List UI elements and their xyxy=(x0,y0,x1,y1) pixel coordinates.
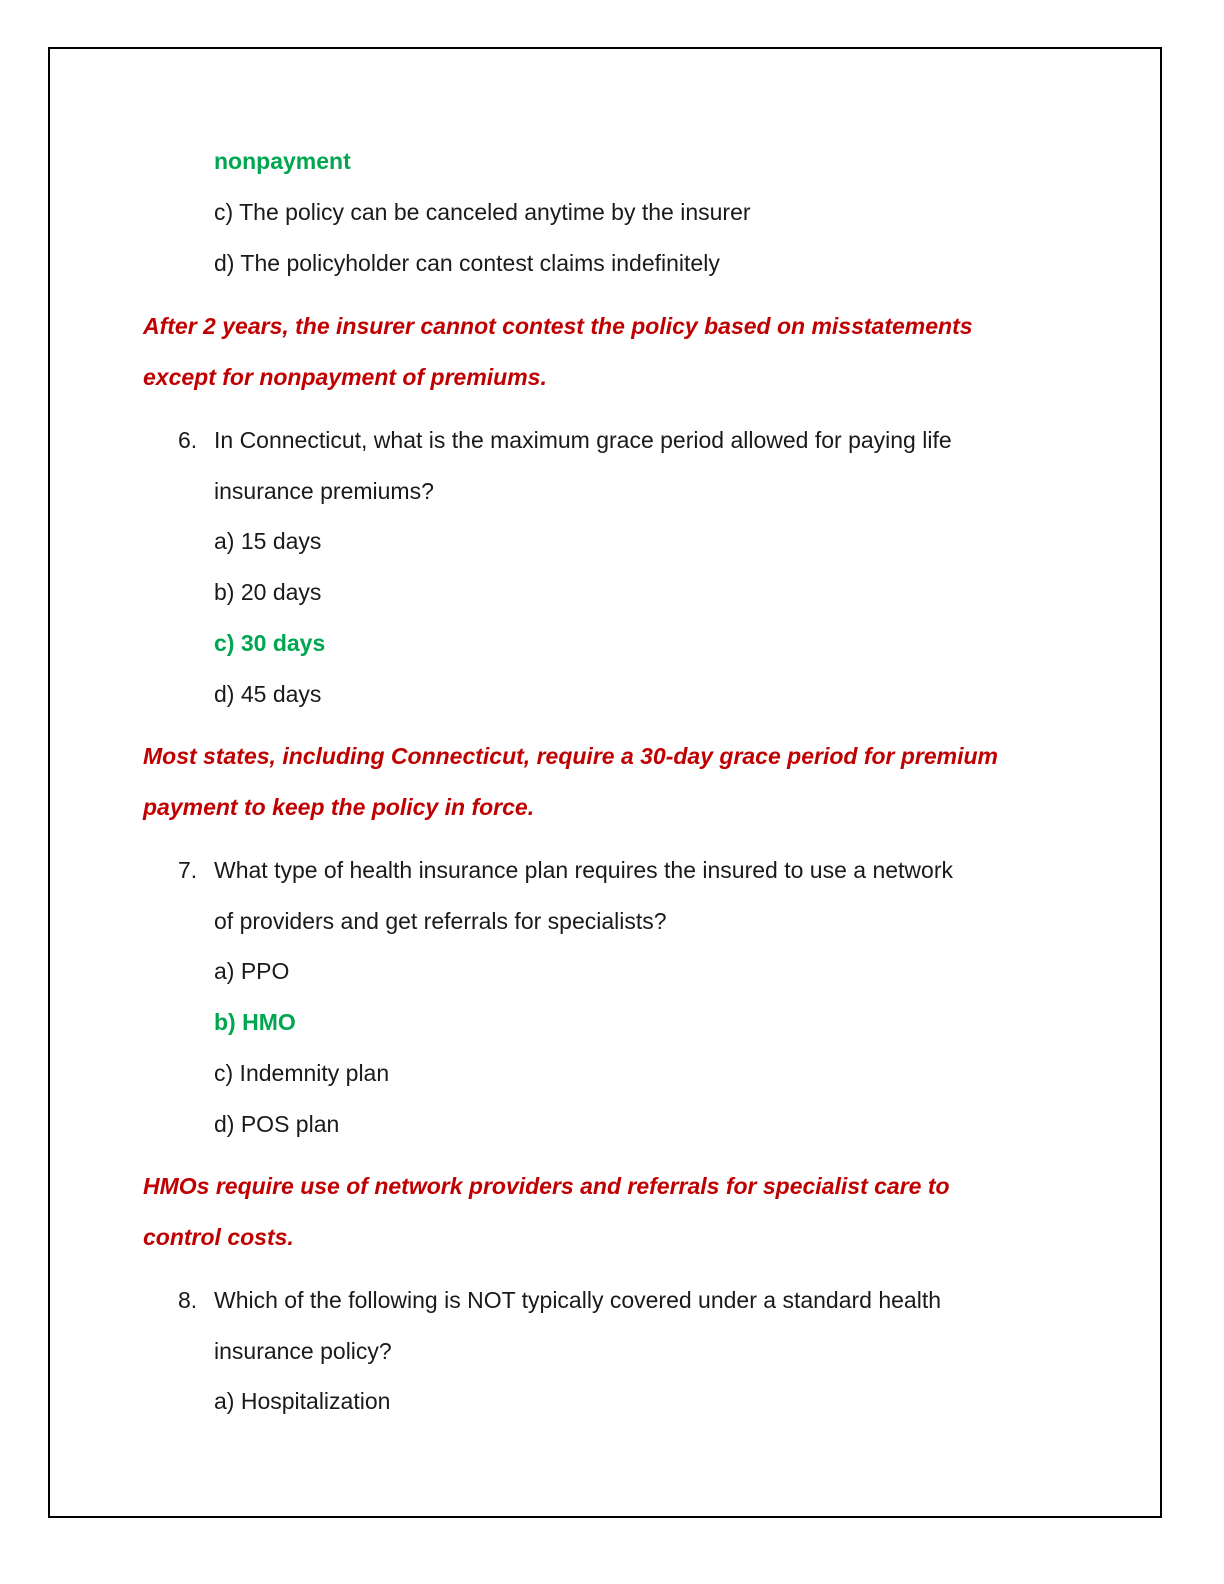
question-7-option-b-correct: b) HMO xyxy=(214,1009,296,1035)
question-6-text-line2: insurance premiums? xyxy=(214,478,434,504)
question-7-explanation-line2: control costs. xyxy=(143,1224,294,1250)
question-6-option-c-correct: c) 30 days xyxy=(214,630,326,656)
prev-option-d: d) The policyholder can contest claims indefinitely xyxy=(214,250,720,276)
question-6-explanation-line1: Most states, including Connecticut, require a 30-day grace period for premium xyxy=(143,743,999,769)
question-7-text-line1: What type of health insurance plan requires the insured to use a network xyxy=(214,857,953,883)
question-6-option-b: b) 20 days xyxy=(214,579,322,605)
question-6-text-line1: In Connecticut, what is the maximum grace period allowed for paying life xyxy=(214,427,952,453)
question-8-number: 8. xyxy=(178,1287,198,1313)
prev-explanation-line1: After 2 years, the insurer cannot contest the policy based on misstatements xyxy=(143,313,973,339)
question-8-text-line1: Which of the following is NOT typically covered under a standard health xyxy=(214,1287,942,1313)
question-8-text-line2: insurance policy? xyxy=(214,1338,392,1364)
question-6-option-a: a) 15 days xyxy=(214,528,322,554)
prev-explanation-line2: except for nonpayment of premiums. xyxy=(143,364,547,390)
question-6-option-d: d) 45 days xyxy=(214,681,322,707)
question-7-option-d: d) POS plan xyxy=(214,1111,340,1137)
question-6-number: 6. xyxy=(178,427,198,453)
question-7-explanation-line1: HMOs require use of network providers and referrals for specialist care to xyxy=(143,1173,950,1199)
question-6-explanation-line2: payment to keep the policy in force. xyxy=(143,794,535,820)
prev-option-c: c) The policy can be canceled anytime by the insurer xyxy=(214,199,751,225)
prev-option-b-continuation: nonpayment xyxy=(214,148,351,174)
question-7-option-a: a) PPO xyxy=(214,958,290,984)
question-7-option-c: c) Indemnity plan xyxy=(214,1060,390,1086)
question-8-option-a: a) Hospitalization xyxy=(214,1388,391,1414)
question-7-text-line2: of providers and get referrals for specialists? xyxy=(214,908,667,934)
question-7-number: 7. xyxy=(178,857,198,883)
